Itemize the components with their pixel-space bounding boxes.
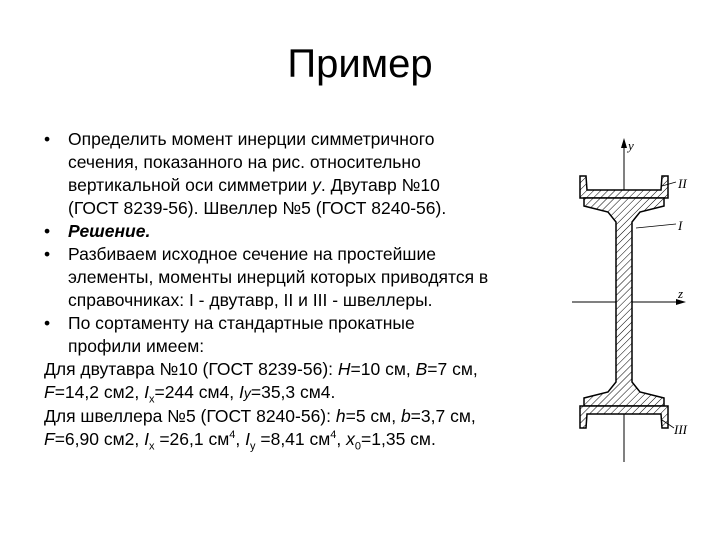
slide-content — [44, 128, 564, 451]
bullet-line: элементы, моменты инерций которых приводятся в — [68, 267, 489, 287]
slide-title: Пример — [287, 42, 433, 86]
bullet-line: Разбиваем исходное сечение на простейшие — [68, 244, 436, 264]
bullet-assortment — [44, 312, 564, 358]
bullet-line: (ГОСТ 8239-56). Швеллер №5 (ГОСТ 8240-56). — [68, 198, 447, 218]
axis-symbol-y: y — [312, 175, 321, 195]
bullet-decompose — [44, 243, 564, 312]
bullet-line: Определить момент инерции симметричного — [68, 129, 435, 149]
shveller-params — [44, 405, 564, 451]
text-line: F=14,2 см2, $I_x=244$ см4, Iy=35,3 см4. — [44, 382, 336, 406]
leader-line — [636, 224, 676, 228]
bullet-dot: • — [44, 129, 51, 149]
label-III: III — [674, 422, 687, 437]
bullet-line: справочниках: I - двутавр, II и III - швеллеры. — [68, 290, 433, 310]
text-line: Для двутавра №10 (ГОСТ 8239-56): H=10 см, B=7 см, — [44, 359, 478, 379]
bullet-line: сечения, показанного на рис. относительно — [68, 152, 421, 172]
label-I: I — [678, 218, 683, 233]
bullet-dot: • — [44, 244, 51, 264]
bullet-dot: • — [44, 221, 51, 241]
bullet-line: вертикальной оси симметрии y. Двутавр №10 — [68, 175, 440, 195]
bullet-solution — [44, 220, 564, 243]
bullet-line: По сортаменту на стандартные прокатные — [68, 313, 415, 333]
bullet-line: профили имеем: — [68, 336, 205, 356]
axis-label-y: y — [628, 138, 634, 153]
section-diagram — [560, 132, 710, 472]
label-II: II — [678, 176, 687, 191]
bullet-task — [44, 128, 564, 220]
bullet-dot: • — [44, 313, 51, 333]
dvutavr-params — [44, 358, 564, 405]
axis-label-z: z — [678, 286, 684, 301]
bullet-line: Решение. — [68, 221, 151, 241]
text-line: F=6,90 см2, $I_x =26,1$ $см^4$, $I_y =8,41$ $см^4$, $x_0=1,35$ см. — [44, 429, 436, 453]
axis-arrow — [621, 138, 627, 148]
text-line: Для швеллера №5 (ГОСТ 8240-56): h=5 см, b=3,7 см, — [44, 406, 476, 426]
